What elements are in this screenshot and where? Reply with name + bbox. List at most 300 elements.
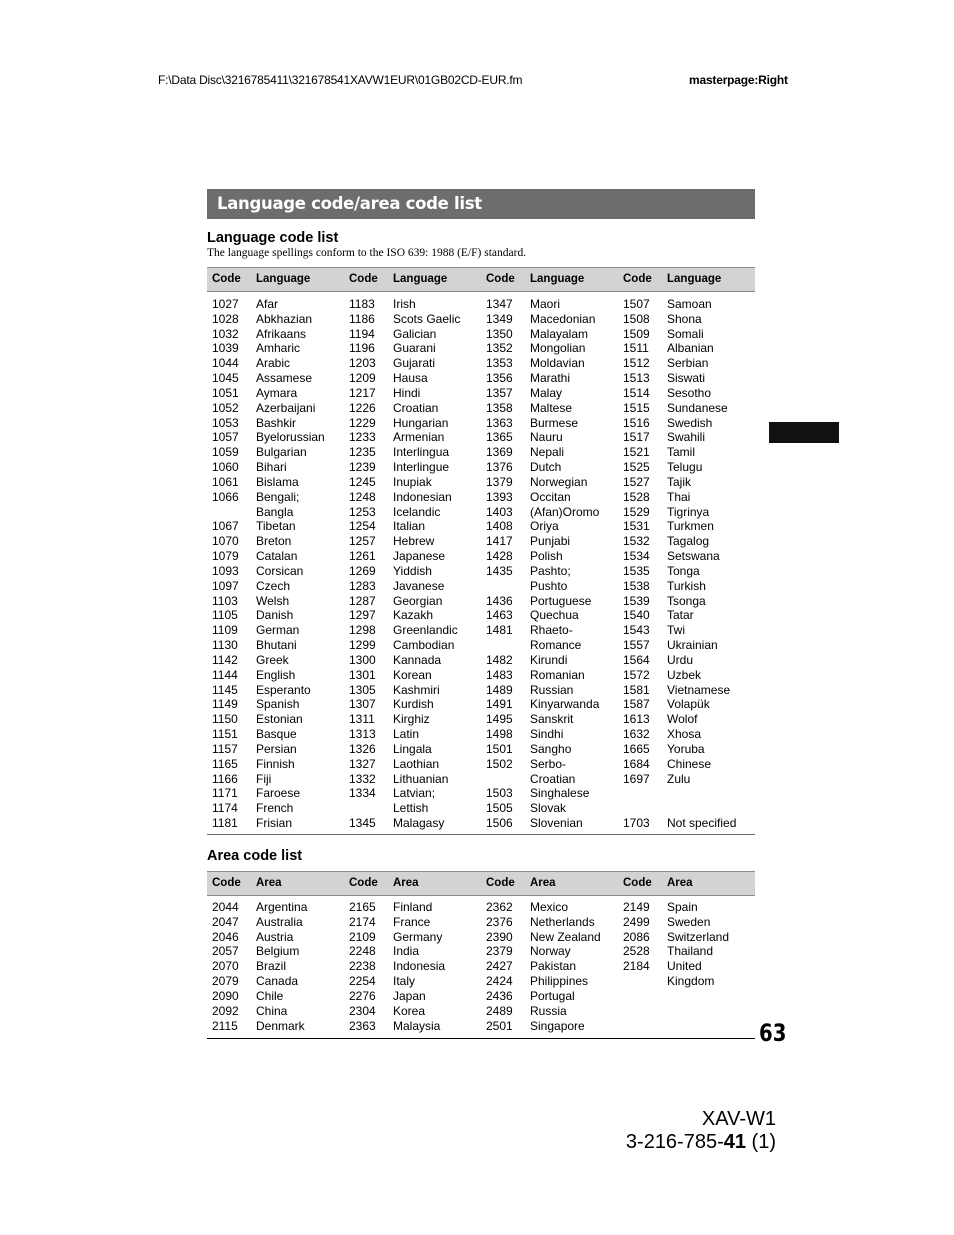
header-cell: Language [393, 273, 448, 285]
name-cell: Malaysia [393, 1018, 441, 1033]
code-cell: 1130 [212, 638, 238, 653]
name-cell: Laothian [393, 756, 440, 771]
code-cell: 1482 [486, 652, 513, 667]
code-cell: 2109 [349, 929, 376, 944]
table-row [207, 594, 755, 609]
table-row [207, 989, 755, 1004]
code-cell: 2174 [349, 914, 376, 929]
code-cell: 1032 [212, 326, 239, 341]
code-cell: 1513 [623, 371, 650, 386]
name-cell: Arabic [256, 356, 291, 371]
name-cell: India [393, 944, 420, 959]
table-row [207, 930, 755, 945]
code-cell: 2092 [212, 1003, 239, 1018]
code-cell: 1502 [486, 756, 513, 771]
code-cell: 2276 [349, 988, 376, 1003]
name-cell: Sindhi [530, 727, 564, 742]
code-cell: 1300 [349, 652, 376, 667]
code-cell: 1028 [212, 311, 239, 326]
code-cell: 1408 [486, 519, 513, 534]
name-cell: Samoan [667, 297, 712, 311]
name-cell: Singhalese [530, 786, 590, 801]
name-cell: Uzbek [667, 667, 702, 682]
name-cell: Switzerland [667, 929, 730, 944]
code-cell: 1489 [486, 682, 513, 697]
code-cell: 1150 [212, 712, 238, 727]
code-cell: 1525 [623, 460, 650, 475]
name-cell: Afar [256, 297, 279, 311]
name-cell: Malay [530, 385, 563, 400]
name-cell: French [256, 801, 294, 816]
name-cell: Volapük [667, 697, 710, 712]
code-cell: 2501 [486, 1018, 513, 1033]
code-cell: 1511 [623, 341, 649, 356]
name-cell: Latin [393, 727, 420, 742]
name-cell: Esperanto [256, 682, 311, 697]
code-cell: 1287 [349, 593, 376, 608]
name-cell: Malayalam [530, 326, 589, 341]
code-cell: 1226 [349, 400, 376, 415]
table-row [207, 549, 755, 564]
code-cell: 1229 [349, 415, 376, 430]
code-cell: 2436 [486, 988, 513, 1003]
code-cell: 1539 [623, 593, 650, 608]
code-cell: 1508 [623, 311, 650, 326]
code-cell: 1498 [486, 727, 513, 742]
table-row [207, 505, 755, 520]
code-cell: 2499 [623, 914, 650, 929]
name-cell: Dutch [530, 460, 562, 475]
code-cell: 1183 [349, 297, 375, 311]
code-cell: 1044 [212, 356, 239, 371]
code-cell: 2424 [486, 974, 513, 989]
code-cell: 1357 [486, 385, 513, 400]
name-cell: Gujarati [393, 356, 436, 371]
code-cell: 1248 [349, 489, 376, 504]
language-section-title: Language code list [207, 230, 339, 246]
code-cell: 1379 [486, 474, 513, 489]
name-cell: Maori [530, 297, 561, 311]
name-cell: Tajik [667, 474, 692, 489]
name-cell: Rhaeto- [530, 623, 573, 638]
name-cell: Spain [667, 900, 698, 914]
name-cell: Punjabi [530, 534, 571, 549]
name-cell: Bashkir [256, 415, 297, 430]
header-cell: Area [667, 877, 693, 889]
code-cell: 1311 [349, 712, 375, 727]
code-cell: 2070 [212, 959, 239, 974]
iso-standard-note: The language spellings conform to the ISO 639: 1988 (E/F) standard. [207, 247, 527, 259]
table-header [207, 267, 755, 292]
name-cell: Kirundi [530, 652, 568, 667]
name-cell: Mexico [530, 900, 569, 914]
code-cell: 1171 [212, 786, 238, 801]
name-cell: Bihari [256, 460, 287, 475]
name-cell: Russia [530, 1003, 567, 1018]
code-cell: 1517 [623, 430, 650, 445]
code-cell: 1093 [212, 563, 239, 578]
name-cell: Singapore [530, 1018, 585, 1033]
code-cell: 1067 [212, 519, 239, 534]
table-row [207, 668, 755, 683]
code-cell: 1369 [486, 445, 513, 460]
name-cell: Aymara [256, 385, 298, 400]
name-cell: Slovenian [530, 816, 583, 831]
name-cell: Amharic [256, 341, 301, 356]
table-body [207, 896, 755, 1039]
name-cell: Croatian [393, 400, 439, 415]
code-cell: 1564 [623, 652, 650, 667]
code-cell: 1245 [349, 474, 376, 489]
name-cell: China [256, 1003, 288, 1018]
code-cell: 2362 [486, 900, 513, 914]
file-path-header: F:\Data Disc\3216785411\321678541XAVW1EUR\01GB02CD-EUR.fm [158, 73, 523, 87]
code-cell: 1347 [486, 297, 513, 311]
code-cell: 2390 [486, 929, 513, 944]
code-cell: 1144 [212, 667, 238, 682]
name-cell: Lingala [393, 741, 432, 756]
name-cell: Nepali [530, 445, 565, 460]
name-cell: Netherlands [530, 914, 595, 929]
name-cell: Shona [667, 311, 702, 326]
name-cell: Indonesia [393, 959, 446, 974]
code-cell: 1070 [212, 534, 239, 549]
name-cell: Australia [256, 914, 303, 929]
table-row [207, 401, 755, 416]
table-row [207, 944, 755, 959]
name-cell: Telugu [667, 460, 703, 475]
name-cell: Korea [393, 1003, 426, 1018]
code-cell: 2489 [486, 1003, 513, 1018]
header-cell: Language [256, 273, 311, 285]
code-cell: 2304 [349, 1003, 376, 1018]
name-cell: Estonian [256, 712, 303, 727]
code-cell: 1507 [623, 297, 650, 311]
table-row [207, 712, 755, 727]
name-cell: Serbo- [530, 756, 567, 771]
code-cell: 2254 [349, 974, 376, 989]
code-cell: 1483 [486, 667, 513, 682]
code-cell: 1196 [349, 341, 375, 356]
header-cell: Code [623, 877, 652, 889]
header-cell: Code [349, 273, 378, 285]
name-cell: Philippines [530, 974, 589, 989]
code-cell: 1261 [349, 549, 376, 564]
table-row [207, 772, 755, 787]
header-cell: Area [530, 877, 556, 889]
name-cell: Spanish [256, 697, 300, 712]
name-cell: Denmark [256, 1018, 305, 1033]
name-cell: Portuguese [530, 593, 592, 608]
name-cell: Interlingue [393, 460, 450, 475]
area-section-title: Area code list [207, 848, 303, 864]
name-cell: Chile [256, 988, 284, 1003]
model-info [626, 1108, 776, 1154]
name-cell: Norway [530, 944, 571, 959]
name-cell: United [667, 959, 702, 974]
table-row [207, 697, 755, 712]
name-cell: Czech [256, 578, 291, 593]
name-cell: Javanese [393, 578, 445, 593]
table-row [207, 974, 755, 989]
name-cell: Turkmen [667, 519, 714, 534]
name-cell: Byelorussian [256, 430, 325, 445]
name-cell: Japan [393, 988, 426, 1003]
name-cell: Quechua [530, 608, 579, 623]
code-cell: 1531 [623, 519, 650, 534]
table-row [207, 900, 755, 915]
name-cell: Ukrainian [667, 638, 718, 653]
name-cell: Turkish [667, 578, 706, 593]
table-row [207, 371, 755, 386]
name-cell: Basque [256, 727, 297, 742]
name-cell: Faroese [256, 786, 301, 801]
name-cell: Sanskrit [530, 712, 574, 727]
table-row [207, 341, 755, 356]
code-cell: 1181 [212, 816, 238, 831]
name-cell: Twi [667, 623, 685, 638]
name-cell: Azerbaijani [256, 400, 316, 415]
code-cell: 1299 [349, 638, 376, 653]
table-row [207, 386, 755, 401]
code-cell: 1297 [349, 608, 376, 623]
name-cell: Pakistan [530, 959, 577, 974]
name-cell: Slovak [530, 801, 567, 816]
name-cell: Zulu [667, 771, 691, 786]
code-cell: 1350 [486, 326, 513, 341]
code-cell: 1613 [623, 712, 650, 727]
code-cell: 1363 [486, 415, 513, 430]
header-cell: Code [212, 273, 241, 285]
code-cell: 2184 [623, 959, 650, 974]
code-cell: 1376 [486, 460, 513, 475]
code-cell: 1417 [486, 534, 513, 549]
code-cell: 1039 [212, 341, 239, 356]
table-row [207, 801, 755, 816]
code-cell: 1235 [349, 445, 376, 460]
name-cell: Vietnamese [667, 682, 731, 697]
name-cell: Lettish [393, 801, 429, 816]
name-cell: Kurdish [393, 697, 434, 712]
name-cell: Kingdom [667, 974, 715, 989]
code-cell: 1515 [623, 400, 650, 415]
code-cell: 1521 [623, 445, 650, 460]
table-row [207, 534, 755, 549]
name-cell: Belgium [256, 944, 300, 959]
name-cell: Swahili [667, 430, 706, 445]
code-cell: 1027 [212, 297, 239, 311]
code-cell: 1334 [349, 786, 376, 801]
code-cell: 1194 [349, 326, 375, 341]
name-cell: Kashmiri [393, 682, 440, 697]
code-cell: 1066 [212, 489, 239, 504]
table-row [207, 430, 755, 445]
name-cell: Wolof [667, 712, 698, 727]
name-cell: Marathi [530, 371, 571, 386]
area-code-table [207, 871, 755, 1039]
code-cell: 1052 [212, 400, 239, 415]
header-cell: Language [530, 273, 585, 285]
code-cell: 1061 [212, 474, 239, 489]
name-cell: Sundanese [667, 400, 728, 415]
name-cell: France [393, 914, 431, 929]
table-row [207, 638, 755, 653]
code-cell: 1269 [349, 563, 376, 578]
code-cell: 1403 [486, 504, 513, 519]
table-row [207, 416, 755, 431]
name-cell: Tatar [667, 608, 694, 623]
code-cell: 1203 [349, 356, 376, 371]
code-cell: 1349 [486, 311, 513, 326]
name-cell: Finland [393, 900, 433, 914]
name-cell: Bengali; [256, 489, 300, 504]
table-row [207, 757, 755, 772]
name-cell: Nauru [530, 430, 563, 445]
code-cell: 1514 [623, 385, 650, 400]
name-cell: Setswana [667, 549, 720, 564]
table-row [207, 297, 755, 312]
code-cell: 1059 [212, 445, 239, 460]
model-name: XAV-W1 [701, 1108, 776, 1130]
name-cell: Swedish [667, 415, 713, 430]
name-cell: Kirghiz [393, 712, 430, 727]
name-cell: Irish [393, 297, 416, 311]
code-cell: 1186 [349, 311, 375, 326]
section-thumb-tab [769, 422, 839, 443]
code-cell: 1512 [623, 356, 650, 371]
table-body [207, 292, 755, 835]
table-row [207, 327, 755, 342]
code-cell: 1051 [212, 385, 239, 400]
code-cell: 2079 [212, 974, 239, 989]
code-cell: 1535 [623, 563, 650, 578]
code-cell: 1057 [212, 430, 239, 445]
table-row [207, 816, 755, 831]
name-cell: Sesotho [667, 385, 712, 400]
code-cell: 2376 [486, 914, 513, 929]
name-cell: Latvian; [393, 786, 436, 801]
name-cell: Romanian [530, 667, 585, 682]
table-row [207, 564, 755, 579]
name-cell: Tsonga [667, 593, 706, 608]
code-cell: 1097 [212, 578, 239, 593]
code-cell: 1572 [623, 667, 650, 682]
name-cell: Kinyarwanda [530, 697, 600, 712]
code-cell: 1060 [212, 460, 239, 475]
code-cell: 1481 [486, 623, 513, 638]
code-cell: 1509 [623, 326, 650, 341]
name-cell: Fiji [256, 771, 272, 786]
code-cell: 1332 [349, 771, 376, 786]
masterpage-label: masterpage:Right [689, 73, 788, 87]
name-cell: Canada [256, 974, 299, 989]
code-cell: 1239 [349, 460, 376, 475]
code-cell: 1534 [623, 549, 650, 564]
code-cell: 1079 [212, 549, 239, 564]
name-cell: Armenian [393, 430, 445, 445]
table-row [207, 653, 755, 668]
name-cell: Tamil [667, 445, 696, 460]
code-cell: 1393 [486, 489, 513, 504]
code-cell: 1149 [212, 697, 238, 712]
name-cell: English [256, 667, 296, 682]
table-row [207, 742, 755, 757]
name-cell: Xhosa [667, 727, 702, 742]
part-suffix: (1) [746, 1131, 776, 1153]
code-cell: 1254 [349, 519, 376, 534]
table-row [207, 786, 755, 801]
table-row [207, 445, 755, 460]
name-cell: Hausa [393, 371, 428, 386]
name-cell: Bislama [256, 474, 299, 489]
name-cell: Portugal [530, 988, 575, 1003]
name-cell: Breton [256, 534, 292, 549]
name-cell: Oriya [530, 519, 559, 534]
language-code-table [207, 267, 755, 835]
name-cell: Frisian [256, 816, 293, 831]
code-cell: 1305 [349, 682, 376, 697]
table-row [207, 460, 755, 475]
name-cell: Corsican [256, 563, 304, 578]
code-cell: 1501 [486, 741, 513, 756]
code-cell: 1253 [349, 504, 376, 519]
code-cell: 2115 [212, 1018, 238, 1033]
table-row [207, 312, 755, 327]
name-cell: Polish [530, 549, 563, 564]
code-cell: 2363 [349, 1018, 376, 1033]
code-cell: 1543 [623, 623, 650, 638]
code-cell: 1105 [212, 608, 238, 623]
code-cell: 1283 [349, 578, 376, 593]
name-cell: Abkhazian [256, 311, 313, 326]
name-cell: Hindi [393, 385, 421, 400]
name-cell: Georgian [393, 593, 443, 608]
table-row [207, 475, 755, 490]
name-cell: Austria [256, 929, 294, 944]
name-cell: Pushto [530, 578, 568, 593]
code-cell: 1529 [623, 504, 650, 519]
page-number-rule [207, 1038, 755, 1039]
name-cell: Burmese [530, 415, 579, 430]
name-cell: Occitan [530, 489, 571, 504]
code-cell: 1307 [349, 697, 376, 712]
name-cell: Korean [393, 667, 432, 682]
code-cell: 2086 [623, 929, 650, 944]
code-cell: 1356 [486, 371, 513, 386]
name-cell: Kannada [393, 652, 442, 667]
code-cell: 1587 [623, 697, 650, 712]
table-row [207, 1019, 755, 1034]
name-cell: Croatian [530, 771, 576, 786]
name-cell: Germany [393, 929, 443, 944]
table-row [207, 959, 755, 974]
code-cell: 1257 [349, 534, 376, 549]
header-cell: Code [623, 273, 652, 285]
table-header [207, 871, 755, 896]
name-cell: Sweden [667, 914, 711, 929]
name-cell: Assamese [256, 371, 313, 386]
name-cell: Norwegian [530, 474, 588, 489]
code-cell: 1301 [349, 667, 376, 682]
header-cell: Area [256, 877, 282, 889]
name-cell: Finnish [256, 756, 295, 771]
name-cell: Afrikaans [256, 326, 307, 341]
code-cell: 1313 [349, 727, 376, 742]
code-cell: 1326 [349, 741, 376, 756]
name-cell: Moldavian [530, 356, 585, 371]
name-cell: Kazakh [393, 608, 434, 623]
code-cell: 1217 [349, 385, 376, 400]
